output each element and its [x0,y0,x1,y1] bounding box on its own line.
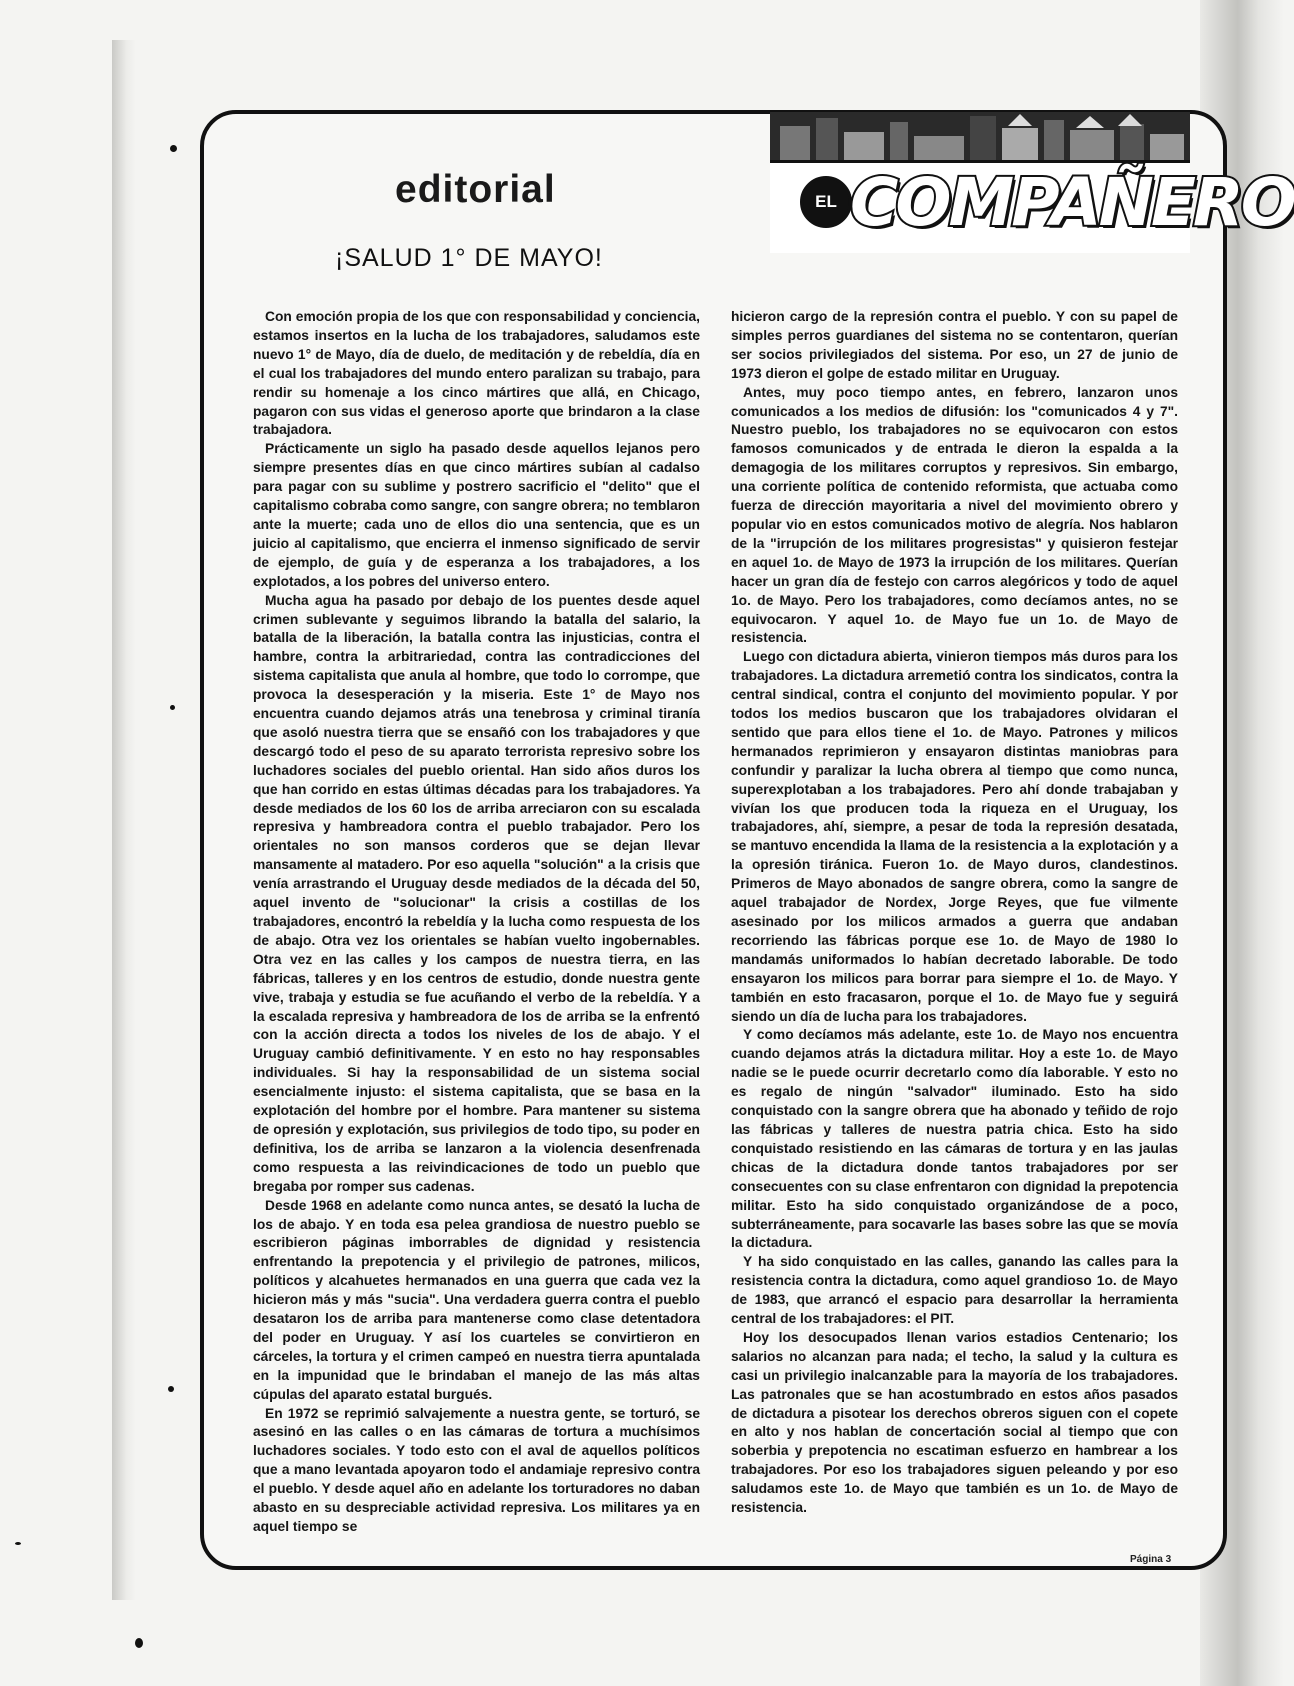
scan-speck [170,145,177,152]
article-column-right [731,308,1178,1518]
paragraph: En 1972 se reprimió salvajemente a nuestra gente, se torturó, se asesinó en las calles o en las cámaras de tortura a muchísimos luchadores sociales. Y todo esto con el aval de aquellos políticos que a mano levantada apoyaron todo el andamiaje represivo contra el pueblo. Y desde aquel año en adelante los torturadores no daban abasto en su despreciable actividad represiva. Los militares ya en aquel tiempo se [253,1405,700,1534]
scan-left-edge [112,40,136,1600]
paragraph: Antes, muy poco tiempo antes, en febrero, lanzaron unos comunicados a los medios de difusión: los "comunicados 4 y 7". Nuestro pueblo, los trabajadores no se equivocaron con estos famosos comunicados y de entrada le dieron la espalda a la demagogia de los militares corruptos y represivos. Sin embargo, una corriente política de contenido reformista, que actuaba como fuerza de dirección mayoritaria a nivel del movimiento obrero y popular vio en estos comunicados motivo de alegría. Nos hablaron de la "irrupción de los militares progresistas" y quisieron festejar en aquel 1o. de Mayo de 1973 la irrupción de los militares. Querían hacer un gran día de festejo con carros alegóricos y todo de aquel 1o. de Mayo. Pero los trabajadores, como decíamos antes, no se equivocaron. Y aquel 1o. de Mayo fue un 1o. de Mayo de resistencia. [731,384,1178,646]
masthead-logo [770,112,1294,250]
paragraph: Mucha agua ha pasado por debajo de los puentes desde aquel crimen sublevante y seguimos librando la batalla del salario, la batalla de la liberación, la batalla contra las injusticias, contra el hambre, contra la arbitrariedad, contra las contradicciones del sistema capitalista que anula al hombre, que todo lo corrompe, que provoca la desesperación y la miseria. Este 1° de Mayo nos encuentra cuando dejamos atrás una tenebrosa y criminal tiranía que asoló nuestra tierra que se ensañó con los trabajadores y que descargó todo el peso de su aparato terrorista represivo sobre los luchadores sociales del pueblo oriental. Han sido años duros los que han corrido en estas últimas décadas para los trabajadores. Ya desde mediados de los 60 los de arriba arreciaron con su escalada represiva y hambreadora contra el pueblo trabajador. Pero los orientales no son mansos corderos que se dejan llevar mansamente al matadero. Por eso aquella "solución" a la crisis que venía arrastrando el Uruguay desde mediados de la década del 50, aquel invento de "solucionar" la crisis a costillas de los trabajadores, encontró la rebeldía y la lucha como respuesta de los de abajo. Otra vez los orientales se habían vuelto ingobernables. Otra vez en las calles y los campos de nuestra tierra, en las fábricas, talleres y en los centros de estudio, donde nuestra gente vive, trabaja y estudia se fue acuñando el verbo de la rebeldía. Y a la escalada represiva y hambreadora de los de arriba se la enfrentó con la acción directa a todos los niveles de los de abajo. Y el Uruguay cambió definitivamente. Y en esto no hay responsables individuales. Si hay la responsabilidad de un sistema social esencialmente injusto: el sistema capitalista, que se basa en la explotación del hombre por el hombre. Para mantener su sistema de opresión y explotación, sus privilegios de todo tipo, su poder en definitiva, los de arriba se lanzaron a la violencia desenfrenada como respuesta a las reivindicaciones de todo un pueblo que bregaba por romper sus cadenas. [253,592,700,1194]
paragraph: Con emoción propia de los que con responsabilidad y conciencia, estamos insertos en la lucha de los trabajadores, saludamos este nuevo 1° de Mayo, día de duelo, de meditación y de rebeldía, día en el cual los trabajadores del mundo entero paralizan su trabajo, para rendir su homenaje a los cinco mártires que allá, en Chicago, pagaron con sus vidas el generoso aporte que brindaron a la clase trabajadora. [253,309,700,438]
paragraph: Desde 1968 en adelante como nunca antes, se desató la lucha de los de abajo. Y en toda esa pelea grandiosa de nuestro pueblo se escribieron páginas imborrables de dignidad y resistencia enfrentando la prepotencia y el privilegio de patrones, milicos, políticos y alcahuetes hermanados en una guerra que cada vez la hicieron más y más "sucia". Una verdadera guerra contra el pueblo desataron los de arriba para mantenerse como clase detentadora del poder en Uruguay. Y así los cuarteles se convirtieron en cárceles, la tortura y el crimen campeó en nuestra tierra apuntalada en la impunidad que le brindaban el manejo de las más altas cúpulas del aparato estatal burgués. [253,1197,700,1402]
scan-speck [135,1638,143,1648]
article-column-left [253,308,700,1537]
scan-speck [15,1542,21,1545]
logo-title: COMPAÑERO [850,164,1294,241]
page-title: ¡SALUD 1° DE MAYO! [335,244,603,272]
skyline-illustration [770,112,1190,160]
paragraph: Luego con dictadura abierta, vinieron tiempos más duros para los trabajadores. La dictadura arremetió contra los sindicatos, contra la central sindical, contra el conjunto del movimiento popular. Y por todos los medios buscaron que los trabajadores olvidaran el sentido que para ellos tiene el 1o. de Mayo. Patrones y milicos hermanados reprimieron y ensayaron distintas maniobras para confundir y paralizar la lucha obrera al tiempo que como nunca, superexplotaban a los trabajadores. Pero ahí donde trabajaban y vivían los que producen toda la riqueza en el Uruguay, los trabajadores, ahí, siempre, a pesar de toda la represión desatada, se mantuvo encendida la llama de la resistencia a la explotación y a la opresión tiránica. Fueron 1o. de Mayo duros, clandestinos. Primeros de Mayo abonados de sangre obrera, como la sangre de aquel trabajador de Nordex, Jorge Reyes, que fue vilmente asesinado por los milicos armados a guerra que andaban recorriendo las fábricas porque ese 1o. de Mayo de 1980 lo mandamás uniformados lo habían decretado laborable. De todo ensayaron los milicos para borrar para siempre el 1o. de Mayo. Y también en esto fracasaron, porque el 1o. de Mayo fue y seguirá siendo un día de lucha para los trabajadores. [731,649,1178,1024]
paragraph: Y ha sido conquistado en las calles, ganando las calles para la resistencia contra la dictadura, como aquel grandioso 1o. de Mayo de 1983, que arrancó el espacio para desarrollar la herramienta central de los trabajadores: el PIT. [731,1254,1178,1327]
paragraph: Hoy los desocupados llenan varios estadios Centenario; los salarios no alcanzan para nada; el techo, la salud y la cultura es casi un privilegio inalcanzable para la mayoría de los trabajadores. Las patronales que se han acostumbrado en estos años pasados de dictadura a pisotear los derechos obreros siguen con el copete en alto y nos hablan de concertación social al tiempo que con soberbia y prepotencia no escatiman esfuerzo en hambrear a los trabajadores. Por eso los trabajadores siguen peleando y por eso saludamos este 1o. de Mayo que también es un 1o. de Mayo de resistencia. [731,1329,1178,1516]
paragraph: Y como decíamos más adelante, este 1o. de Mayo nos encuentra cuando dejamos atrás la dictadura militar. Hoy a este 1o. de Mayo nadie se le puede ocurrir decretarlo como día laborable. Y esto no es regalo de ningún "salvador" iluminado. Esto ha sido conquistado con la sangre obrera que ha abonado y teñido de rojo las fábricas y talleres de nuestra patria chica. Esto ha sido conquistado resistiendo en las cámaras de tortura y en las jaulas chicas de la dictadura donde tantos trabajadores por ser consecuentes con su clase enfrentaron con dignidad la prepotencia militar. Esto ha sido conquistado organizándose de a poco, subterráneamente, para socavarle las bases sobre las que se movía la dictadura. [731,1027,1178,1251]
logo-prefix: EL [800,176,852,228]
scan-speck [168,1386,174,1392]
scan-speck [170,705,175,710]
section-label: editorial [395,168,556,211]
paragraph: hicieron cargo de la represión contra el pueblo. Y con su papel de simples perros guardianes del sistema no se contentaron, querían ser socios privilegiados del sistema. Por eso, un 27 de junio de 1973 dieron el golpe de estado militar en Uruguay. [731,309,1178,381]
paragraph: Prácticamente un siglo ha pasado desde aquellos lejanos pero siempre presentes días en que cinco mártires subían al cadalso para pagar con su sublime y postrero sacrificio el "delito" que el capitalismo cobraba como sangre, con sangre obrera; no temblaron ante la muerte; cada uno de ellos dio una sentencia, que es un juicio al capitalismo, que encierra el inmenso significado de servir de ejemplo, de guía y de esperanza a los trabajadores, a los explotados, a los pobres del universo entero. [253,441,700,589]
page-number: Página 3 [1130,1554,1172,1565]
